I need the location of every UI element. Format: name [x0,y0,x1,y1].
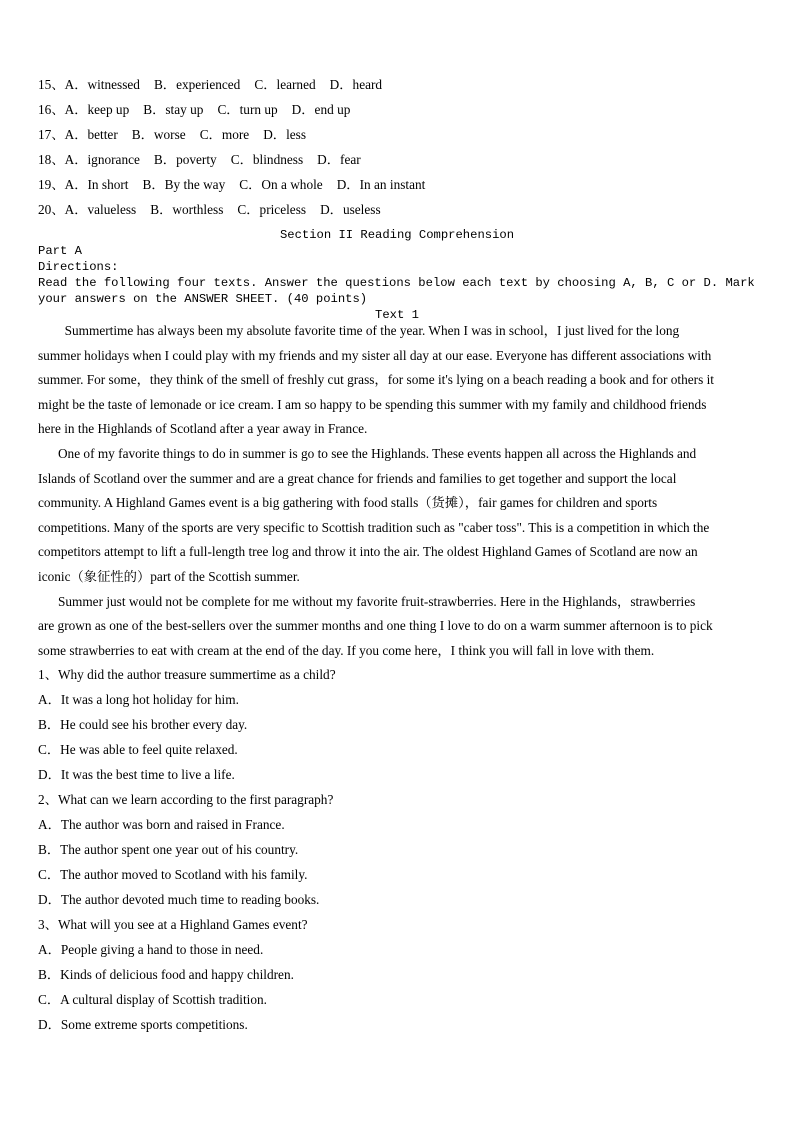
answer-option: A．better [64,127,118,142]
answer-option: B．experienced [153,77,241,92]
answer-option: B．stay up [143,102,204,117]
cloze-option-row [38,102,364,118]
question-number: 17、 [38,127,65,142]
question-stem: 1、Why did the author treasure summertime as a child? [38,667,336,682]
cloze-option-row [38,77,396,93]
answer-option: D．Some extreme sports competitions. [38,1017,248,1032]
answer-option: C．The author moved to Scotland with his family. [38,867,308,882]
passage-line: some strawberries to eat with cream at the end of the day. If you come here，I think you will fall in love with them. [38,642,655,658]
answer-option: C．A cultural display of Scottish tradition. [38,992,267,1007]
passage-line: might be the taste of lemonade or ice cream. I am so happy to be spending this summer with my family and childhood friends [38,396,707,412]
cloze-option-row [38,202,395,218]
question-number: 19、 [38,177,65,192]
answer-option: B．worthless [150,202,224,217]
section-title: Section II Reading Comprehension [279,228,515,242]
passage-line: competitors attempt to lift a full-length tree log and throw it into the air. The oldest Highland Games of Scotland are now an [38,544,698,560]
answer-option: C．more [199,127,250,142]
answer-option: A．In short [64,177,129,192]
answer-option: B．poverty [153,152,217,167]
answer-option: A．ignorance [64,152,140,167]
part-heading: Part A [38,244,82,258]
answer-option: C．blindness [230,152,304,167]
cloze-option-row [38,127,320,143]
answer-option: C．He was able to feel quite relaxed. [38,742,238,757]
answer-option: A．The author was born and raised in France. [38,817,285,832]
directions-text: your answers on the ANSWER SHEET. (40 points) [38,292,368,306]
question-stem: 2、What can we learn according to the first paragraph? [38,792,334,807]
answer-option: C．learned [254,77,316,92]
answer-option: A．People giving a hand to those in need. [38,942,264,957]
cloze-option-row [38,152,375,168]
answer-option: A．It was a long hot holiday for him. [38,692,239,707]
answer-option: C．turn up [217,102,278,117]
question-number: 20、 [38,202,65,217]
passage-line: Summertime has always been my absolute favorite time of the year. When I was in school，I just lived for the long [38,323,680,338]
answer-option: B．Kinds of delicious food and happy children. [38,967,294,982]
answer-option: A．witnessed [64,77,140,92]
directions-label: Directions: [38,260,119,274]
passage-line: are grown as one of the best-sellers over the summer months and one thing I love to do on a warm summer afternoon is to pick [38,618,713,634]
answer-option: C．On a whole [239,177,323,192]
answer-option: D．The author devoted much time to reading books. [38,892,320,907]
answer-option: B．The author spent one year out of his country. [38,842,299,857]
passage-line: here in the Highlands of Scotland after a year away in France. [38,421,368,437]
answer-option: D．useless [320,202,381,217]
passage-line: Islands of Scotland over the summer and are a great chance for friends and families to get together and support the local [38,470,677,486]
question-number: 18、 [38,152,65,167]
answer-option: A．valueless [64,202,137,217]
passage-line: Summer just would not be complete for me without my favorite fruit-strawberries. Here in the Highlands，strawberries [38,593,696,609]
answer-option: D．end up [291,102,351,117]
passage-line: competitions. Many of the sports are very specific to Scottish tradition such as "caber toss". This is a competition in which the [38,519,710,535]
passage-line: community. A Highland Games event is a big gathering with food stalls（货摊），fair games for children and sports [38,495,658,511]
passage-line: iconic（象征性的）part of the Scottish summer. [38,569,300,584]
answer-option: D．It was the best time to live a life. [38,767,235,782]
question-stem: 3、What will you see at a Highland Games event? [38,917,308,932]
answer-option: B．worse [131,127,186,142]
answer-option: D．In an instant [336,177,426,192]
cloze-option-row [38,177,439,193]
question-number: 16、 [38,102,65,117]
answer-option: C．priceless [237,202,307,217]
passage-line: summer. For some，they think of the smell of freshly cut grass，for some it's lying on a beach reading a book and for others it [38,372,714,388]
answer-option: B．He could see his brother every day. [38,717,248,732]
answer-option: D．fear [317,152,361,167]
text-title: Text 1 [375,308,419,322]
answer-option: D．less [263,127,307,142]
answer-option: A．keep up [64,102,130,117]
answer-option: B．By the way [142,177,226,192]
passage-line: summer holidays when I could play with my friends and my sister all day at our ease. Everyone has different associations with [38,347,712,363]
question-number: 15、 [38,77,65,92]
directions-text: Read the following four texts. Answer the questions below each text by choosing A, B, C or D. Mark [38,276,755,290]
passage-line: One of my favorite things to do in summer is go to see the Highlands. These events happen all across the Highlands and [38,446,697,461]
answer-option: D．heard [329,77,383,92]
